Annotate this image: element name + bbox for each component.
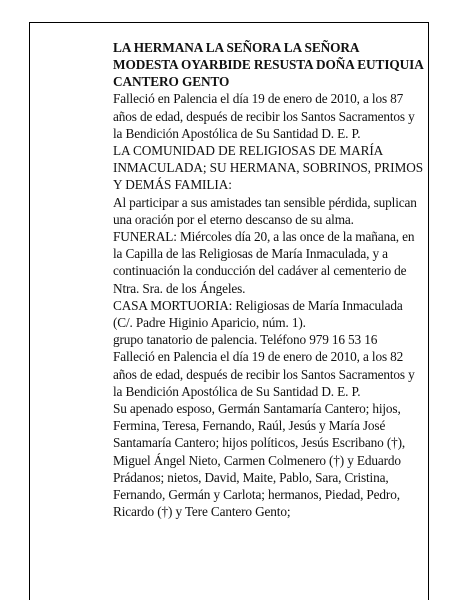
notice-paragraph-death-1: Falleció en Palencia el día 19 de enero de 2010, a los 87 años de edad, después de recibir los Santos Sacramentos y la Bendición Apostólica de Su Santidad D. E. P. — [113, 91, 415, 141]
notice-paragraph-prayer: Al participar a sus amistades tan sensible pérdida, suplican una oración por el eterno descanso de su alma. — [113, 194, 417, 227]
obituary-notice — [113, 40, 425, 520]
notice-paragraph-funeral: FUNERAL: Miércoles día 20, a las once de la mañana, en la Capilla de las Religiosas de María Inmaculada, y a continuación la conducción del cadáver al cementerio de Ntra. Sra. de los Ángeles. — [113, 229, 415, 296]
notice-heading: LA HERMANA LA SEÑORA LA SEÑORA MODESTA OYARBIDE RESUSTA DOÑA EUTIQUIA CANTERO GENTO — [113, 40, 423, 89]
notice-paragraph-family-1: LA COMUNIDAD DE RELIGIOSAS DE MARÍA INMACULADA; SU HERMANA, SOBRINOS, PRIMOS Y DEMÁS FAMILIA: — [113, 143, 423, 193]
notice-paragraph-funeral-home: grupo tanatorio de palencia. Teléfono 979 16 53 16 — [113, 332, 378, 348]
notice-paragraph-death-2: Falleció en Palencia el día 19 de enero de 2010, a los 82 años de edad, después de recibir los Santos Sacramentos y la Bendición Apostólica de Su Santidad D. E. P. — [113, 349, 415, 399]
notice-paragraph-family-2: Su apenado esposo, Germán Santamaría Cantero; hijos, Fermina, Teresa, Fernando, Raúl, Jesús y María José Santamaría Cantero; hijos políticos, Jesús Escribano (†), Miguel Ángel Nieto, Carmen Colmenero (†) y Eduardo Prádanos; nietos, David, Maite, Pablo, Sara, Cristina, Fernando, Germán y Carlota; hermanos, Piedad, Pedro, Ricardo (†) y Tere Cantero Gento; — [113, 401, 406, 520]
notice-paragraph-mortuary: CASA MORTUORIA: Religiosas de María Inmaculada (C/. Padre Higinio Aparicio, núm. 1). — [113, 297, 403, 331]
